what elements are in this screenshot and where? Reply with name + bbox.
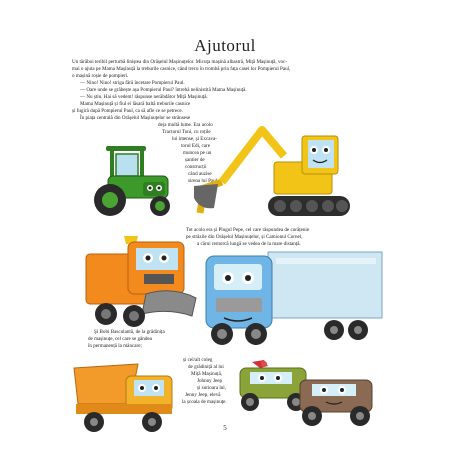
text-line: Jenny Jeep, elevă xyxy=(185,392,221,398)
text-line: Și Bobi Basculantă, de la grădinița xyxy=(94,329,165,335)
tractor-illustration xyxy=(88,140,178,225)
text-line: sirena lui Paul. xyxy=(188,178,219,184)
text-line: a cărui remorcă lungă se vedea de la mare distanță. xyxy=(197,241,301,247)
text-line: când auzise xyxy=(188,171,212,177)
text-line: — Nino! Nino! striga fără încetare Pompierul Paul. xyxy=(80,80,185,86)
snow-plow-truck-illustration xyxy=(84,232,204,332)
text-line: muncea pe un xyxy=(183,150,212,156)
text-line: torul Edi, care xyxy=(181,143,210,149)
text-line: și surioara lui, xyxy=(197,385,227,391)
text-line: — Oare unde se grăbește așa Pompierul Paul? întrebă nelinistită Mama Mașinuță. xyxy=(80,87,247,93)
text-line: și fugiră după Pompierul Paul, ca să afle ce se petrece. xyxy=(72,108,183,114)
semi-truck-illustration xyxy=(206,248,386,358)
text-line: Mițã Mașinuță, xyxy=(191,371,223,377)
text-line: — Nu știu. Hai să vedem! răspunse nerăbdător Mițã Mașinuță. xyxy=(80,94,208,100)
page-number: 5 xyxy=(223,424,227,432)
text-line: șantier de xyxy=(185,157,205,163)
text-line: deja multă lume. Era acolo xyxy=(158,122,213,128)
text-line: Un tărăboi teribil perturbă liniștea din Orășelul Mașinuțelor. Micuța mașină albastră, Mițã Mașinuță, voc- xyxy=(72,59,288,65)
text-line: Johnny Jeep xyxy=(197,378,223,384)
page-title: Ajutorul xyxy=(194,36,256,55)
text-line: Tot acolo era și Plugul Pepe, cel care răspundea de curățenie xyxy=(186,227,310,233)
text-line: și cel/alt coleg xyxy=(183,357,213,363)
excavator-illustration xyxy=(192,118,352,223)
text-line: de grădiniță al lui xyxy=(188,364,224,370)
text-line: În piața centrală din Orășelul Mașinuțelor se strânsese xyxy=(80,115,191,121)
text-line: pe străzile din Orășelul Mașinuțelor, și Camionul Cornel, xyxy=(186,234,303,240)
text-line: o mașină roșie de pompieri. xyxy=(72,73,129,79)
text-line: lui imense, și Excava- xyxy=(172,136,217,142)
text-line: de mașinuțe, cel care se gândea xyxy=(88,336,152,342)
text-line: Tractorul Toni, cu roțile xyxy=(162,129,211,135)
text-line: la școala de mașinuțe. xyxy=(182,399,227,405)
text-line: construcții xyxy=(185,164,207,170)
brown-jeep-illustration xyxy=(294,370,378,430)
text-line: mai o ajuta pe Mama Mașinuță la treburile casnice, când trecu în trombă prin fața casei lor Pompierul Paul, xyxy=(72,66,291,72)
text-line: Mama Mașinuță și fiul ei lăsară baltă treburile casnice xyxy=(80,101,191,107)
text-line: în permanență la mâncare; xyxy=(88,343,142,349)
